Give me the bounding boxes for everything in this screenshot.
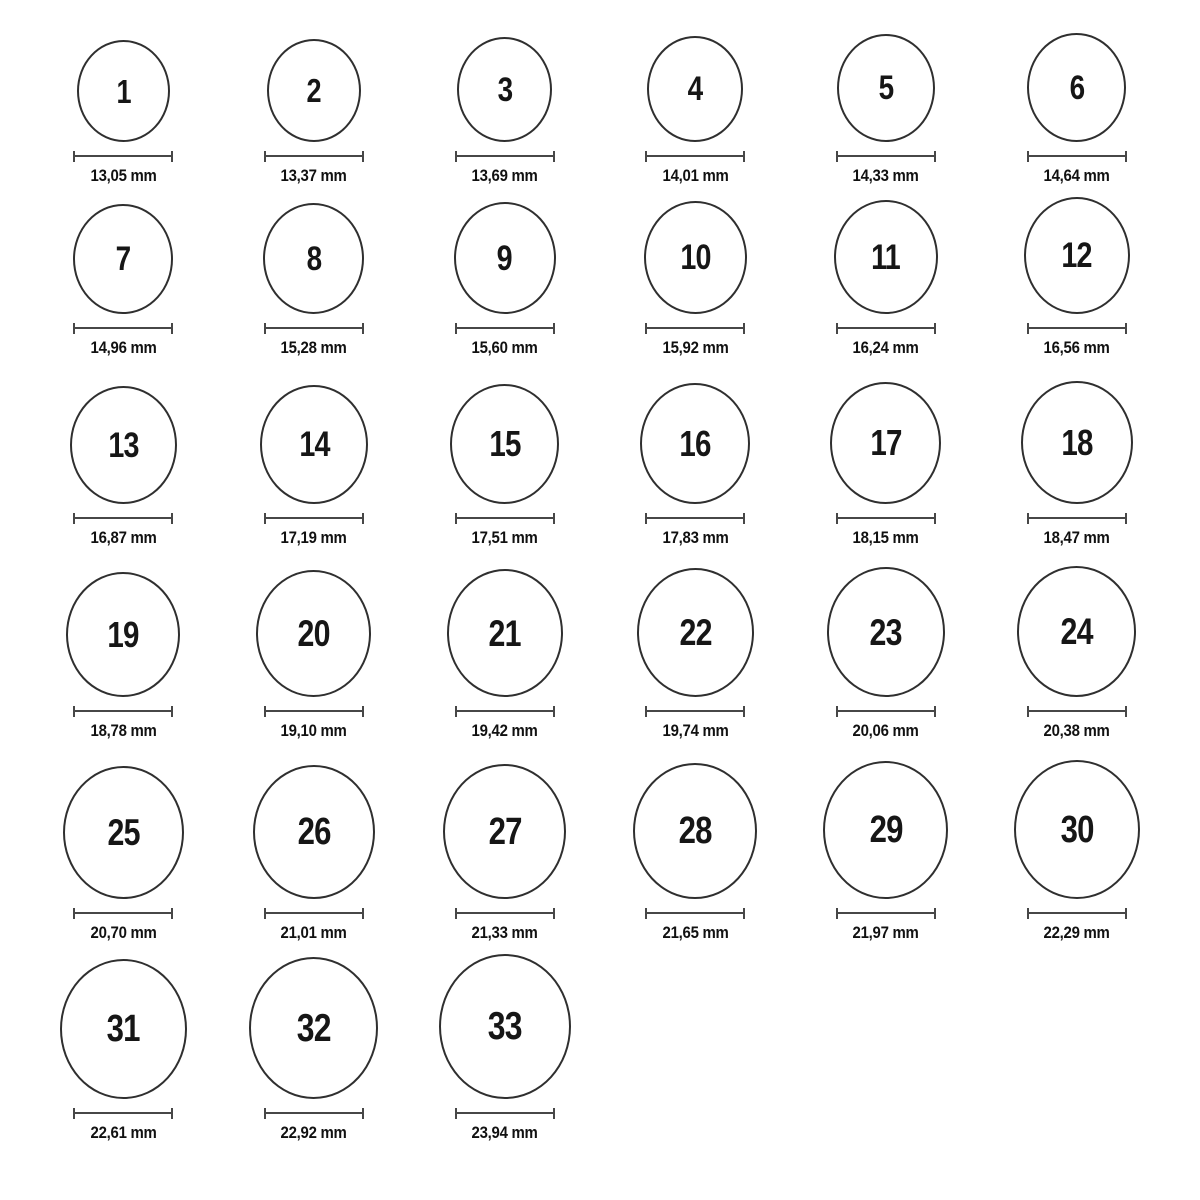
diameter-measure-line (73, 323, 173, 334)
ring-circle (647, 36, 743, 142)
ring-circle (77, 40, 170, 142)
diameter-measure-line (1027, 151, 1127, 162)
ring-size-item (981, 743, 1172, 945)
ring-size-number: 12 (1061, 236, 1092, 276)
diameter-measure-line (836, 151, 936, 162)
diameter-measure-line (836, 513, 936, 524)
ring-circle (640, 383, 750, 504)
ring-size-number: 27 (488, 810, 522, 853)
ring-size-number: 25 (107, 812, 140, 854)
ring-circle (834, 200, 938, 314)
ring-size-item (600, 360, 791, 550)
diameter-label: 15,60 mm (471, 338, 538, 358)
ring-circle (644, 201, 747, 314)
diameter-label: 21,33 mm (471, 923, 538, 943)
diameter-measure-line (455, 513, 555, 524)
diameter-label: 22,61 mm (90, 1123, 157, 1143)
ring-circle (443, 764, 566, 899)
ring-circle (447, 569, 563, 697)
diameter-label: 17,19 mm (280, 528, 348, 548)
diameter-measure-line (455, 1108, 555, 1119)
ring-size-item (219, 188, 410, 360)
diameter-measure-line (264, 1108, 364, 1119)
diameter-label: 14,33 mm (852, 166, 920, 186)
ring-size-item (791, 0, 982, 188)
diameter-measure-line (645, 151, 745, 162)
ring-circle (830, 382, 941, 504)
ring-circle (633, 763, 757, 899)
ring-size-number: 24 (1060, 611, 1093, 653)
ring-circle (637, 568, 754, 697)
diameter-measure-line (836, 323, 936, 334)
ring-circle (1021, 381, 1133, 504)
ring-size-item (219, 743, 410, 945)
ring-size-item (409, 743, 600, 945)
diameter-label: 14,01 mm (662, 166, 729, 186)
ring-circle (823, 761, 948, 899)
diameter-measure-line (1027, 908, 1127, 919)
ring-size-item (600, 0, 791, 188)
diameter-label: 21,01 mm (280, 923, 348, 943)
ring-circle (827, 567, 945, 697)
diameter-measure-line (264, 151, 364, 162)
diameter-measure-line (264, 908, 364, 919)
diameter-label: 20,06 mm (852, 721, 920, 741)
ring-size-number: 17 (870, 422, 902, 464)
diameter-label: 19,42 mm (471, 721, 538, 741)
ring-size-item (219, 0, 410, 188)
ring-size-item (219, 945, 410, 1145)
ring-size-item (981, 0, 1172, 188)
ring-circle (267, 39, 361, 142)
diameter-measure-line (73, 151, 173, 162)
diameter-label: 13,37 mm (280, 166, 348, 186)
diameter-measure-line (1027, 513, 1127, 524)
ring-size-number: 28 (678, 810, 712, 853)
ring-circle (60, 959, 187, 1099)
diameter-measure-line (455, 323, 555, 334)
ring-size-number: 15 (489, 423, 521, 465)
ring-size-item (219, 360, 410, 550)
diameter-measure-line (645, 706, 745, 717)
diameter-label: 18,78 mm (90, 721, 157, 741)
ring-size-number: 26 (297, 811, 331, 854)
ring-size-item (981, 188, 1172, 360)
ring-circle (260, 385, 368, 504)
ring-size-number: 32 (297, 1006, 331, 1050)
diameter-label: 19,10 mm (280, 721, 348, 741)
ring-size-number: 8 (306, 239, 322, 278)
ring-circle (454, 202, 556, 314)
ring-size-number: 16 (679, 422, 711, 464)
ring-circle (70, 386, 177, 504)
diameter-measure-line (455, 706, 555, 717)
ring-size-item (28, 0, 219, 188)
diameter-measure-line (455, 908, 555, 919)
ring-size-item (791, 188, 982, 360)
ring-size-item (600, 743, 791, 945)
ring-size-number: 11 (871, 237, 901, 277)
ring-size-item (28, 360, 219, 550)
diameter-label: 21,65 mm (662, 923, 729, 943)
ring-size-item (409, 0, 600, 188)
ring-circle (263, 203, 364, 314)
diameter-label: 14,96 mm (90, 338, 157, 358)
diameter-label: 16,87 mm (90, 528, 157, 548)
ring-size-number: 21 (488, 612, 521, 654)
diameter-label: 13,69 mm (471, 166, 538, 186)
diameter-measure-line (73, 1108, 173, 1119)
diameter-measure-line (836, 706, 936, 717)
ring-circle (256, 570, 371, 697)
ring-size-number: 7 (115, 240, 131, 279)
diameter-label: 17,51 mm (471, 528, 538, 548)
ring-circle (837, 34, 935, 142)
ring-circle (1014, 760, 1140, 899)
ring-size-item (981, 360, 1172, 550)
ring-size-item (600, 188, 791, 360)
ring-size-item (409, 550, 600, 743)
ring-circle (66, 572, 180, 697)
ring-size-item (791, 360, 982, 550)
ring-size-item (409, 360, 600, 550)
ring-size-item (28, 550, 219, 743)
diameter-measure-line (455, 151, 555, 162)
ring-size-number: 29 (869, 809, 903, 852)
diameter-measure-line (1027, 323, 1127, 334)
diameter-measure-line (645, 908, 745, 919)
diameter-label: 23,94 mm (471, 1123, 538, 1143)
diameter-label: 16,56 mm (1043, 338, 1110, 358)
ring-circle (253, 765, 375, 899)
diameter-label: 19,74 mm (662, 721, 729, 741)
ring-size-item (791, 550, 982, 743)
diameter-label: 18,15 mm (852, 528, 920, 548)
ring-size-item (791, 743, 982, 945)
ring-size-number: 23 (869, 611, 903, 653)
ring-size-number: 4 (687, 70, 703, 109)
ring-size-number: 30 (1060, 808, 1094, 851)
ring-size-number: 5 (878, 69, 894, 108)
ring-size-number: 13 (108, 425, 139, 465)
ring-size-number: 33 (487, 1005, 522, 1049)
diameter-label: 16,24 mm (852, 338, 920, 358)
diameter-measure-line (264, 323, 364, 334)
ring-circle (73, 204, 173, 314)
ring-size-number: 31 (106, 1008, 140, 1051)
diameter-label: 22,29 mm (1043, 923, 1110, 943)
ring-circle (439, 954, 571, 1099)
ring-circle (457, 37, 552, 142)
diameter-measure-line (264, 706, 364, 717)
ring-size-number: 22 (679, 612, 712, 654)
ring-size-item (409, 188, 600, 360)
ring-size-number: 1 (116, 72, 131, 110)
diameter-label: 15,92 mm (662, 338, 729, 358)
ring-circle (249, 957, 378, 1099)
diameter-label: 18,47 mm (1043, 528, 1110, 548)
diameter-label: 15,28 mm (280, 338, 348, 358)
diameter-label: 13,05 mm (90, 166, 157, 186)
ring-size-number: 9 (497, 238, 513, 278)
ring-size-item (409, 945, 600, 1145)
ring-size-number: 3 (497, 70, 512, 109)
diameter-measure-line (73, 908, 173, 919)
ring-size-item (981, 550, 1172, 743)
ring-size-item (28, 945, 219, 1145)
ring-circle (63, 766, 184, 899)
ring-circle (1024, 197, 1130, 314)
diameter-label: 17,83 mm (662, 528, 729, 548)
diameter-label: 20,38 mm (1043, 721, 1110, 741)
ring-size-item (600, 550, 791, 743)
diameter-measure-line (645, 513, 745, 524)
ring-circle (1017, 566, 1136, 697)
ring-size-item (219, 550, 410, 743)
diameter-label: 20,70 mm (90, 923, 157, 943)
diameter-measure-line (836, 908, 936, 919)
ring-size-number: 14 (298, 425, 330, 465)
diameter-measure-line (73, 513, 173, 524)
ring-size-number: 6 (1069, 68, 1084, 107)
ring-size-number: 19 (107, 613, 139, 655)
ring-size-item (28, 188, 219, 360)
diameter-measure-line (1027, 706, 1127, 717)
diameter-measure-line (264, 513, 364, 524)
ring-size-item (28, 743, 219, 945)
diameter-label: 22,92 mm (280, 1123, 348, 1143)
ring-size-number: 18 (1061, 421, 1093, 463)
diameter-label: 21,97 mm (852, 923, 920, 943)
diameter-measure-line (645, 323, 745, 334)
ring-circle (450, 384, 559, 504)
ring-size-number: 10 (680, 238, 711, 278)
ring-size-number: 2 (306, 72, 322, 110)
ring-size-number: 20 (297, 613, 331, 655)
diameter-measure-line (73, 706, 173, 717)
diameter-label: 14,64 mm (1043, 166, 1110, 186)
ring-circle (1027, 33, 1126, 142)
